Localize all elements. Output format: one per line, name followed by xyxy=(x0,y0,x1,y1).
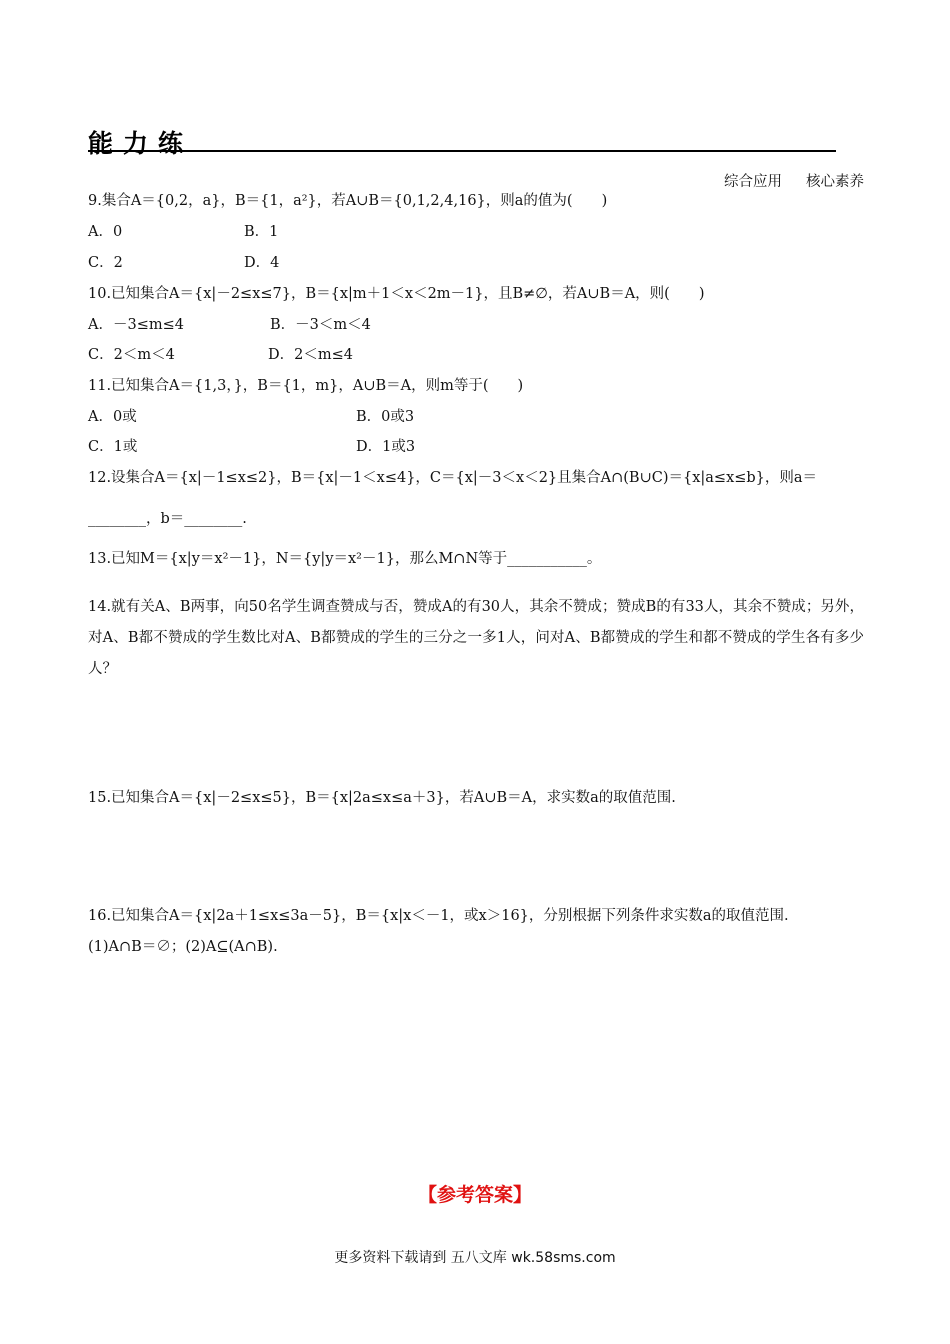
question-16: 16.已知集合A＝{x|2a＋1≤x≤3a－5}，B＝{x|x＜－1，或x＞16}，分别根据下列条件求实数a的取值范围. xyxy=(88,908,789,924)
section-tags xyxy=(724,170,864,191)
question-10-option-d: D．2＜m≤4 xyxy=(268,347,353,363)
question-9-option-d: D．4 xyxy=(244,255,280,271)
title-underline xyxy=(88,150,836,152)
question-9: 9.集合A＝{0,2，a}，B＝{1，a²}，若A∪B＝{0,1,2,4,16}，则a的值为( ) xyxy=(88,193,608,209)
section-title: 能力练 xyxy=(88,129,194,158)
question-9-option-b: B．1 xyxy=(244,224,279,240)
question-10: 10.已知集合A＝{x|－2≤x≤7}，B＝{x|m＋1＜x＜2m－1}，且B≠∅，若A∪B＝A，则( ) xyxy=(88,286,705,302)
footer-download-note: 更多资料下载请到 五八文库 wk.58sms.com xyxy=(334,1250,616,1266)
question-10-option-c: C．2＜m＜4 xyxy=(88,347,175,363)
question-9-option-a: A．0 xyxy=(88,224,123,240)
question-11: 11.已知集合A＝{1,3，}，B＝{1，m}，A∪B＝A，则m等于( ) xyxy=(88,378,524,394)
question-9-option-c: C．2 xyxy=(88,255,123,271)
question-11-option-c: C．1或 xyxy=(88,439,138,455)
question-10-option-a: A．－3≤m≤4 xyxy=(88,317,184,333)
question-11-option-d: D．1或3 xyxy=(356,439,416,455)
tag-comprehensive-application: 综合应用 xyxy=(724,174,782,190)
question-12: 12.设集合A＝{x|－1≤x≤2}，B＝{x|－1＜x≤4}，C＝{x|－3＜x＜2}且集合A∩(B∪C)＝{x|a≤x≤b}，则a＝ xyxy=(88,470,818,486)
tag-core-literacy: 核心素养 xyxy=(806,174,864,190)
question-14: 14.就有关A、B两事，向50名学生调查赞成与否，赞成A的有30人，其余不赞成；赞成B的有33人，其余不赞成；另外，对A、B都不赞成的学生数比对A、B都赞成的学生的三分之一多1人，问对A、B都赞成的学生和都不赞成的学生各有多少人？ xyxy=(88,599,864,677)
question-13: 13.已知M＝{x|y＝x²－1}，N＝{y|y＝x²－1}，那么M∩N等于___________。 xyxy=(88,551,602,567)
answer-heading: 【参考答案】 xyxy=(417,1184,532,1206)
question-10-option-b: B．－3＜m＜4 xyxy=(270,317,371,333)
question-11-option-b: B．0或3 xyxy=(356,409,415,425)
question-15: 15.已知集合A＝{x|－2≤x≤5}，B＝{x|2a≤x≤a＋3}，若A∪B＝A，求实数a的取值范围. xyxy=(88,790,676,806)
question-11-option-a: A．0或 xyxy=(88,409,137,425)
question-16-conditions: (1)A∩B＝∅；(2)A⊆(A∩B). xyxy=(88,939,278,955)
question-12-blanks: ________，b＝________. xyxy=(88,511,247,527)
